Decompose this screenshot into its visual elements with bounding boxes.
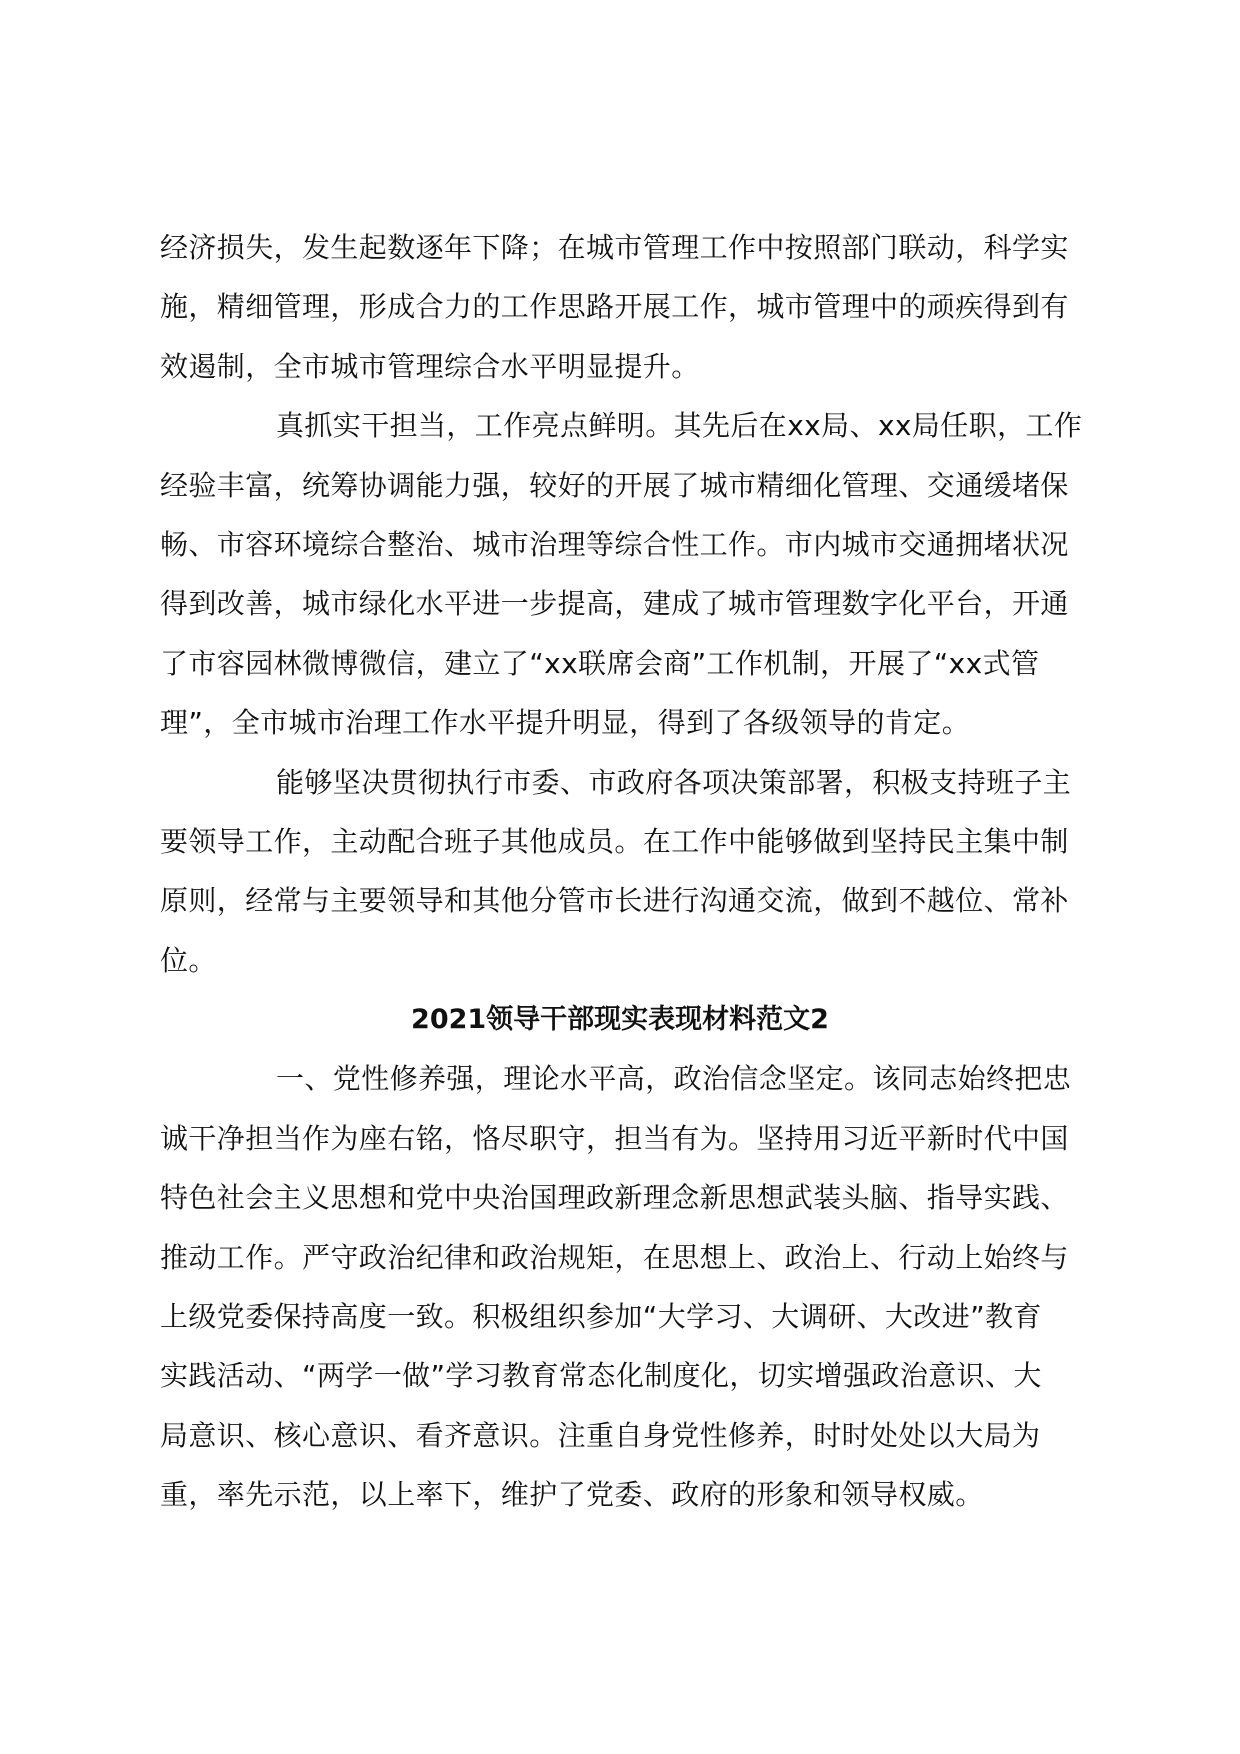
- text-line: 效遏制，全市城市管理综合水平明显提升。: [160, 349, 700, 383]
- text-line: 一、党性修养强，理论水平高，政治信念坚定。该同志始终把忠: [276, 1062, 1072, 1096]
- text-line: 经济损失，发生起数逐年下降；在城市管理工作中按照部门联动，科学实: [160, 231, 1069, 264]
- text-line: 施，精细管理，形成合力的工作思路开展工作，城市管理中的顽疾得到有: [160, 290, 1069, 324]
- text-line: 位。: [160, 943, 217, 977]
- text-line: 上级党委保持高度一致。积极组织参加“大学习、大调研、大改进”教育: [160, 1300, 1042, 1334]
- paragraph-2: [160, 396, 1100, 752]
- text-line: 推动工作。严守政治纪律和政治规矩，在思想上、政治上、行动上始终与: [160, 1240, 1069, 1274]
- text-line: 局意识、核心意识、看齐意识。注重自身党性修养，时时处处以大局为: [160, 1418, 1041, 1452]
- text-line: 得到改善，城市绿化水平进一步提高，建成了城市管理数字化平台，开通: [160, 587, 1069, 621]
- text-line: 理”，全市城市治理工作水平提升明显，得到了各级领导的肯定。: [160, 706, 971, 740]
- text-line: 诚干净担当作为座右铭，恪尽职守，担当有为。坚持用习近平新时代中国: [160, 1121, 1069, 1155]
- text-line: 能够坚决贯彻执行市委、市政府各项决策部署，积极支持班子主: [276, 765, 1072, 799]
- document-page: [160, 218, 1100, 1525]
- text-line: 重，率先示范，以上率下，维护了党委、政府的形象和领导权威。: [160, 1478, 984, 1512]
- text-line: 真抓实干担当，工作亮点鲜明。其先后在xx局、xx局任职，工作: [276, 409, 1083, 443]
- text-line: 特色社会主义思想和党中央治国理政新理念新思想武装头脑、指导实践、: [160, 1181, 1069, 1215]
- paragraph-1: [160, 218, 1100, 396]
- section-heading: 2021领导干部现实表现材料范文2: [411, 1004, 829, 1036]
- text-line: 要领导工作，主动配合班子其他成员。在工作中能够做到坚持民主集中制: [160, 824, 1069, 858]
- text-line: 了市容园林微博微信，建立了“xx联席会商”工作机制，开展了“xx式管: [160, 646, 1040, 680]
- text-line: 经验丰富，统筹协调能力强，较好的开展了城市精细化管理、交通缓堵保: [160, 468, 1069, 502]
- paragraph-4: [160, 1049, 1100, 1524]
- text-line: 实践活动、“两学一做”学习教育常态化制度化，切实增强政治意识、大: [160, 1359, 1042, 1393]
- text-line: 原则，经常与主要领导和其他分管市长进行沟通交流，做到不越位、常补: [160, 884, 1069, 918]
- text-line: 畅、市容环境综合整治、城市治理等综合性工作。市内城市交通拥堵状况: [160, 527, 1069, 561]
- paragraph-3: [160, 753, 1100, 991]
